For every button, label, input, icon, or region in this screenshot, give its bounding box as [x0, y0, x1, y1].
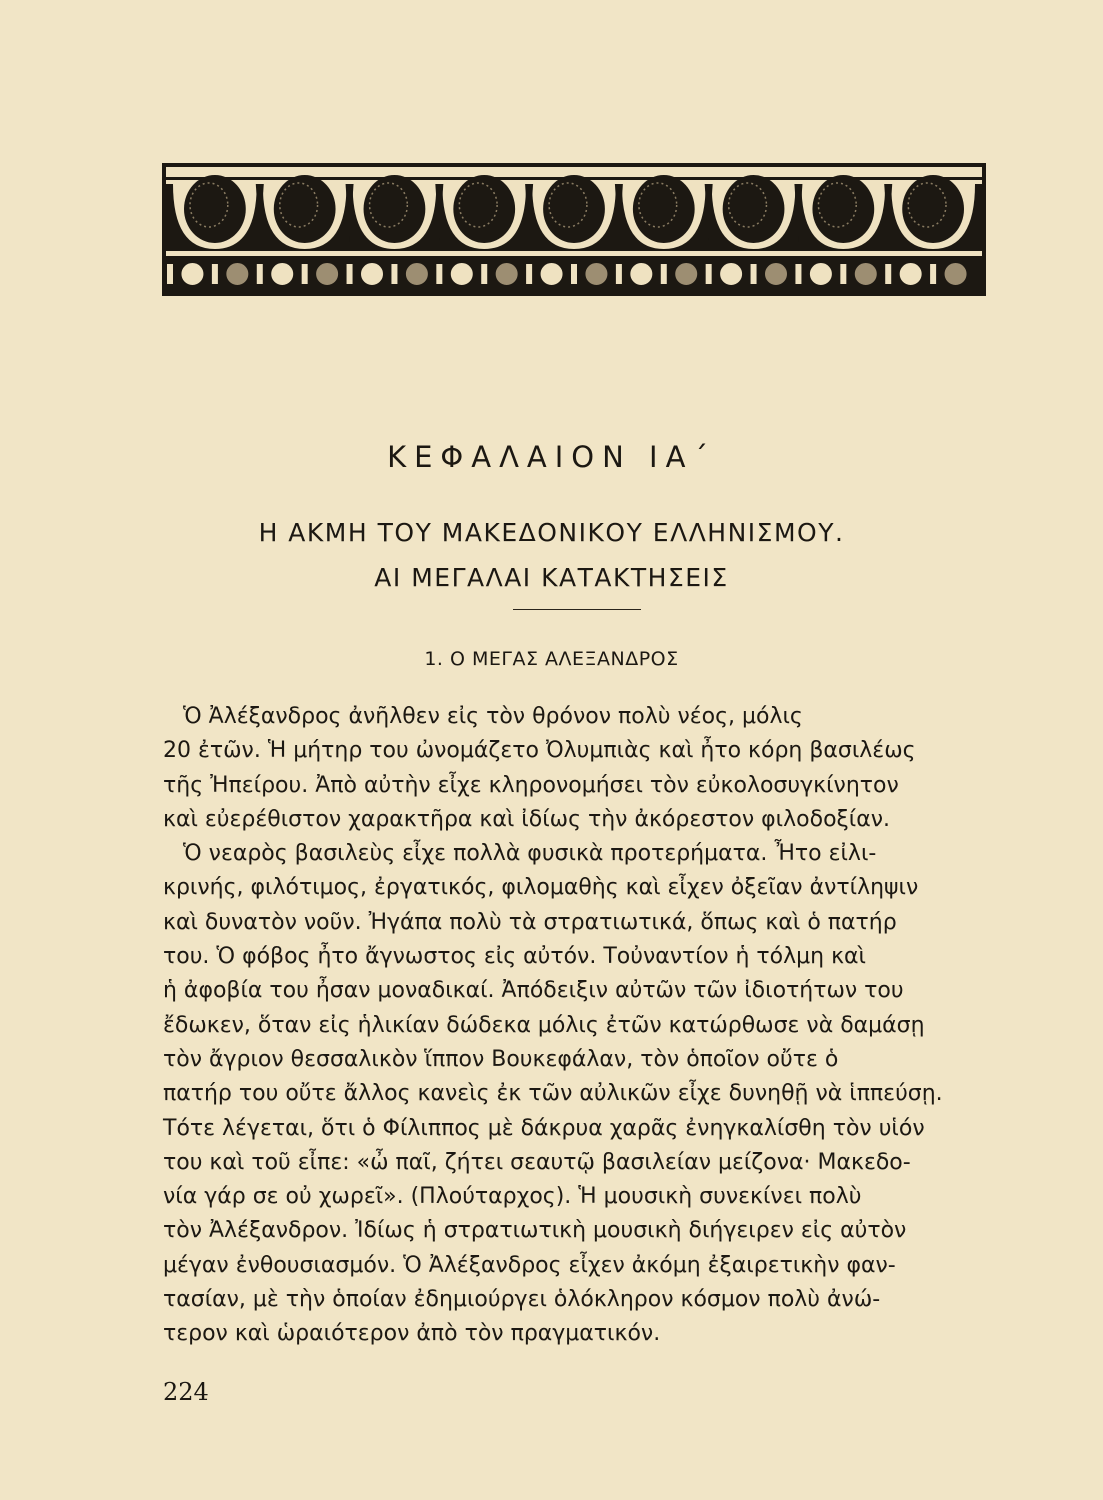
text-line: τερον καὶ ὡραιότερον ἀπὸ τὸν πραγματικόν. — [163, 1321, 661, 1347]
text-line: κρινής, φιλότιμος, ἐργατικός, φιλομαθὴς καὶ εἶχεν ὀξεῖαν ἀντίληψιν — [163, 875, 919, 901]
text-line: του καὶ τοῦ εἶπε: «ὦ παῖ, ζήτει σεαυτῷ βασιλείαν μείζονα· Μακεδο- — [163, 1149, 911, 1175]
text-line: ἔδωκεν, ὅταν εἰς ἡλικίαν δώδεκα μόλις ἐτῶν κατώρθωσε νὰ δαμάσῃ — [163, 1012, 925, 1038]
egg-and-dart-ornament — [162, 163, 986, 296]
page-number: 224 — [163, 1378, 209, 1406]
text-line: Τότε λέγεται, ὅτι ὁ Φίλιππος μὲ δάκρυα χαρᾶς ἐνηγκαλίσθη τὸν υἱόν — [163, 1115, 925, 1141]
text-line: καὶ δυνατὸν νοῦν. Ἠγάπα πολὺ τὰ στρατιωτικά, ὅπως καὶ ὁ πατήρ — [163, 909, 897, 935]
text-line: τασίαν, μὲ τὴν ὁποίαν ἐδημιούργει ὁλόκληρον κόσμον πολὺ ἀνώ- — [163, 1287, 881, 1313]
text-line: τὸν Ἀλέξανδρον. Ἰδίως ἡ στρατιωτικὴ μουσικὴ διήγειρεν εἰς αὐτὸν — [163, 1218, 907, 1244]
text-line: τὸν ἄγριον θεσσαλικὸν ἵππον Βουκεφάλαν, τὸν ὁποῖον οὔτε ὁ — [163, 1046, 839, 1072]
text-line: τῆς Ἠπείρου. Ἀπὸ αὐτὴν εἶχε κληρονομήσει τὸν εὐκολοσυγκίνητον — [163, 772, 899, 798]
text-line: ἡ ἀφοβία του ἦσαν μοναδικαί. Ἀπόδειξιν αὐτῶν τῶν ἰδιοτήτων του — [163, 978, 904, 1004]
chapter-title-line-1: Η ΑΚΜΗ ΤΟΥ ΜΑΚΕΔΟΝΙΚΟΥ ΕΛΛΗΝΙΣΜΟΥ. — [258, 518, 845, 547]
text-line: καὶ εὐερέθιστον χαρακτῆρα καὶ ἰδίως τὴν ἀκόρεστον φιλοδοξίαν. — [163, 806, 891, 832]
text-line: του. Ὁ φόβος ἦτο ἄγνωστος εἰς αὐτόν. Τοὐναντίον ἡ τόλμη καὶ — [163, 944, 866, 970]
text-line: 20 ἐτῶν. Ἡ μήτηρ του ὠνομάζετο Ὀλυμπιὰς καὶ ἦτο κόρη βασιλέως — [163, 738, 916, 764]
chapter-heading: ΚΕΦΑΛΑΙΟΝ ΙΑ΄ — [387, 440, 716, 474]
body-text — [163, 700, 986, 1352]
text-line: μέγαν ἐνθουσιασμόν. Ὁ Ἀλέξανδρος εἶχεν ἀκόμη ἐξαιρετικὴν φαν- — [163, 1252, 896, 1278]
text-line: Ὁ νεαρὸς βασιλεὺς εἶχε πολλὰ φυσικὰ προτερήματα. Ἦτο εἰλι- — [183, 841, 877, 867]
text-line: πατήρ του οὔτε ἄλλος κανεὶς ἐκ τῶν αὐλικῶν εἶχε δυνηθῇ νὰ ἱππεύσῃ. — [163, 1081, 943, 1107]
chapter-title-line-2: ΑΙ ΜΕΓΑΛΑΙ ΚΑΤΑΚΤΗΣΕΙΣ — [374, 563, 729, 592]
text-line: νία γάρ σε οὐ χωρεῖ». (Πλούταρχος). Ἡ μουσικὴ συνεκίνει πολὺ — [163, 1184, 862, 1210]
title-divider — [513, 609, 641, 610]
text-line: Ὁ Ἀλέξανδρος ἀνῆλθεν εἰς τὸν θρόνον πολὺ νέος, μόλις — [183, 704, 803, 729]
section-heading: 1. Ο ΜΕΓΑΣ ΑΛΕΞΑΝΔΡΟΣ — [424, 648, 679, 670]
